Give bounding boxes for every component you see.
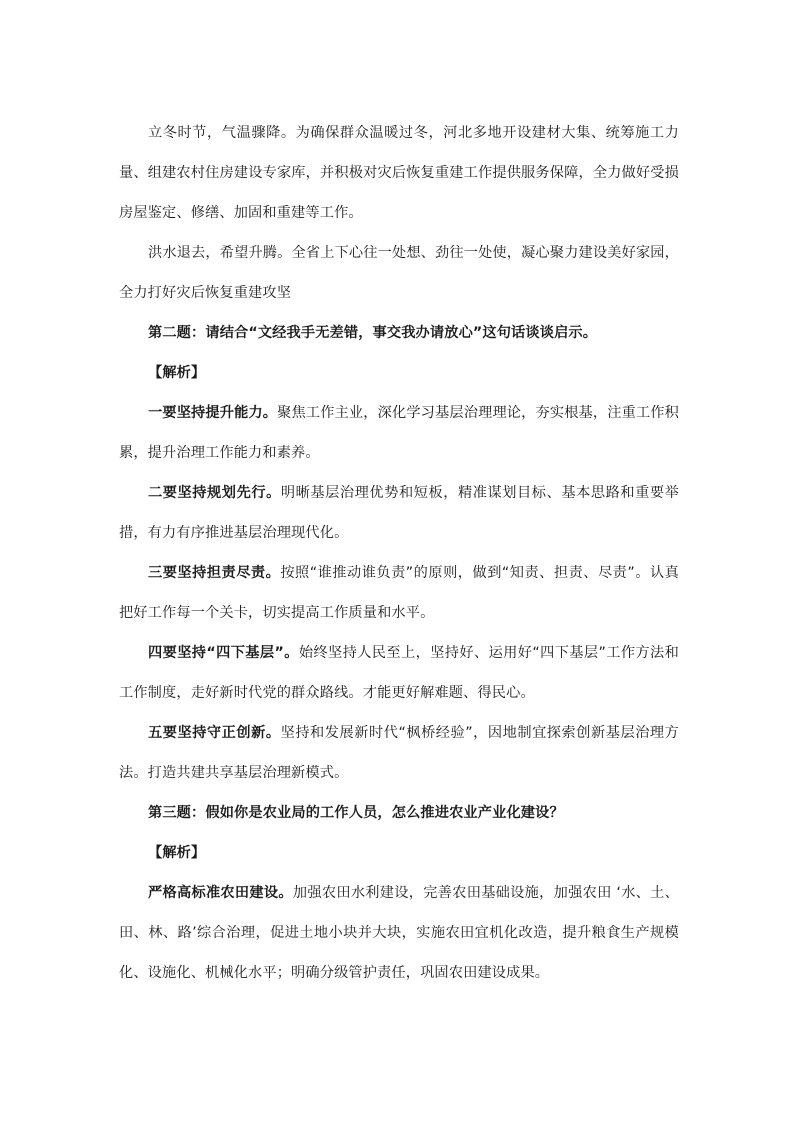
paragraph-flood-recovery	[119, 233, 679, 313]
heading-text: 第二题：请结合“文经我手无差错，事交我办请放心”这句话谈谈启示。	[148, 325, 598, 341]
paragraph-text: 立冬时节，气温骤降。为确保群众温暖过冬，河北多地开设建材大集、统筹施工力量、组建农村住房建设专家库，并积极对灾后恢复重建工作提供服务保障，全力做好受损房屋鉴定、修缮、加固和重建等工作。	[119, 125, 679, 221]
point-lead: 三要坚持担责尽责。	[148, 565, 281, 581]
document-page	[119, 113, 679, 993]
point-text: 始终坚持人民至上，坚持好、运用好“四下基层”工作方法和工作制度，走好新时代党的群众路线。才能更好解难题、得民心。	[119, 645, 679, 701]
point-lead: 二要坚持规划先行。	[148, 485, 281, 501]
point-farmland-construction	[119, 873, 679, 993]
point-text: 聚焦工作主业，深化学习基层治理理论，夯实根基，注重工作积累，提升治理工作能力和素养。	[119, 405, 679, 461]
question-two-heading	[119, 313, 679, 353]
point-lead: 严格高标准农田建设。	[148, 885, 293, 901]
point-lead: 四要坚持“四下基层”。	[148, 645, 299, 661]
analysis-label	[119, 353, 679, 393]
point-text: 明晰基层治理优势和短板，精准谋划目标、基本思路和重要举措，有力有序推进基层治理现代化。	[119, 485, 679, 541]
heading-text: 【解析】	[148, 845, 206, 861]
point-text: 坚持和发展新时代“枫桥经验”，因地制宜探索创新基层治理方法。打造共建共享基层治理新模式。	[119, 725, 679, 781]
heading-text: 【解析】	[148, 365, 206, 381]
analysis-label	[119, 833, 679, 873]
heading-text: 第三题：假如你是农业局的工作人员，怎么推进农业产业化建设？	[148, 805, 564, 821]
point-four-grassroots	[119, 633, 679, 713]
paragraph-text: 洪水退去，希望升腾。全省上下心往一处想、劲往一处使，凝心聚力建设美好家园，全力打好灾后恢复重建攻坚	[119, 245, 679, 301]
point-improve-ability	[119, 393, 679, 473]
point-innovation	[119, 713, 679, 793]
question-three-heading	[119, 793, 679, 833]
point-take-responsibility	[119, 553, 679, 633]
point-text: 按照“谁推动谁负责”的原则，做到“知责、担责、尽责”。认真把好工作每一个关卡，切实提高工作质量和水平。	[119, 565, 679, 621]
paragraph-winter-housing	[119, 113, 679, 233]
point-lead: 五要坚持守正创新。	[148, 725, 281, 741]
point-planning-first	[119, 473, 679, 553]
point-text: 加强农田水利建设，完善农田基础设施，加强农田 ‘水、土、田、林、路’综合治理，促进土地小块并大块，实施农田宜机化改造，提升粮食生产规模化、设施化、机械化水平；明确分级管护责任，巩固农田建设成果。	[119, 885, 679, 981]
point-lead: 一要坚持提升能力。	[148, 405, 278, 421]
